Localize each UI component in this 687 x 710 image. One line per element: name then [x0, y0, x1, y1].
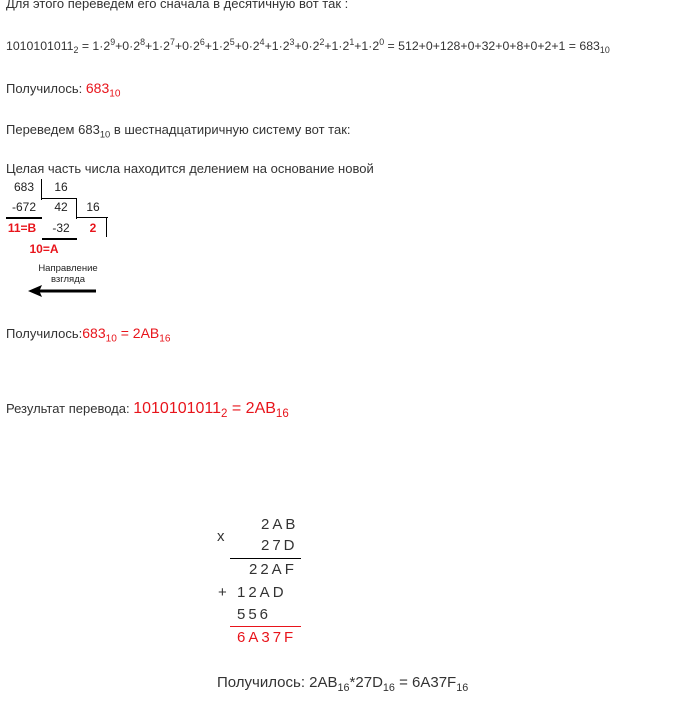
expansion-term: 1·2 [92, 39, 111, 53]
expansion-power: 9 [110, 37, 116, 48]
expansion-term: +1·2 [204, 39, 230, 53]
division-line [41, 179, 42, 200]
expansion-term: +0·2 [115, 39, 141, 53]
expansion-sum: = 512+0+128+0+32+0+8+0+2+1 = 683 [384, 39, 600, 53]
division-line [41, 198, 77, 199]
cell-42: 42 [54, 200, 68, 214]
quotient-2: 2 [89, 221, 97, 235]
direction-label: Направление взгляда [38, 263, 98, 285]
expansion-term: +0·2 [174, 39, 200, 53]
cell-minus-672: -672 [11, 200, 37, 214]
cell-16b: 16 [86, 200, 100, 214]
left-arrow-icon [28, 285, 96, 297]
expansion-term: +1·2 [354, 39, 380, 53]
operand-2: 27D [261, 537, 298, 554]
division-line [106, 217, 107, 237]
plus-sign: + [218, 584, 230, 601]
final-result: Результат перевода: $1010101011_2 = 2AB_{16}$ [6, 400, 289, 421]
cell-16a: 16 [54, 180, 68, 194]
partial-product-3: 556 [237, 606, 272, 623]
binary-base: 2 [73, 45, 79, 56]
expansion-power: 0 [379, 37, 385, 48]
decimal-base: 10 [599, 45, 610, 56]
division-line [42, 238, 77, 240]
division-line [76, 198, 77, 219]
product-summary: Получилось: $2AB_{16}*27D_{16} = 6A37F_{16}$ [217, 674, 469, 694]
expansion-power: 4 [259, 37, 265, 48]
division-line [76, 217, 108, 218]
expansion-term: +0·2 [234, 39, 260, 53]
result-683 [6, 80, 121, 100]
partial-product-2: 12AD [237, 584, 287, 601]
result-value: $683_{10}$ [85, 80, 121, 100]
expansion-power: 1 [349, 37, 355, 48]
expansion-term: +1·2 [324, 39, 350, 53]
expansion-term: +1·2 [145, 39, 170, 53]
equals-sign: = [78, 39, 93, 53]
expansion-term: +1·2 [264, 39, 290, 53]
product-result: 6A37F [237, 629, 297, 646]
expansion-power: 3 [289, 37, 295, 48]
expansion-power: 6 [199, 37, 205, 48]
expansion-power: 5 [229, 37, 235, 48]
sum-line [230, 626, 301, 627]
division-note: Целая часть числа находится делением на основание новой [6, 161, 374, 176]
operand-1: 2AB [261, 516, 299, 533]
result-2ab: $Получилось:683_{10} = 2AB_{16}$ [6, 325, 171, 345]
expansion-formula [6, 37, 610, 56]
cell-minus-32: -32 [52, 221, 70, 235]
binary-number: 1010101011 [6, 39, 74, 53]
division-line [6, 217, 42, 219]
intro-text: Для этого переведем его сначала в десятичную вот так : [6, 0, 349, 11]
expansion-power: 8 [140, 37, 146, 48]
convert-instruction: Переведем $683_{10}$ в шестнадцатиричную систему вот так: [6, 122, 351, 140]
partial-product-1: 22AF [249, 561, 297, 578]
expansion-power: 2 [319, 37, 325, 48]
multiplication-line [230, 558, 301, 559]
result-label: Получилось: [6, 81, 83, 96]
remainder-11-b: 11=B [7, 221, 37, 235]
cell-683: 683 [13, 180, 35, 194]
expansion-term: +0·2 [294, 39, 320, 53]
expansion-power: 7 [169, 37, 175, 48]
remainder-10-a: 10=A [29, 242, 59, 256]
multiply-sign: x [217, 528, 228, 545]
